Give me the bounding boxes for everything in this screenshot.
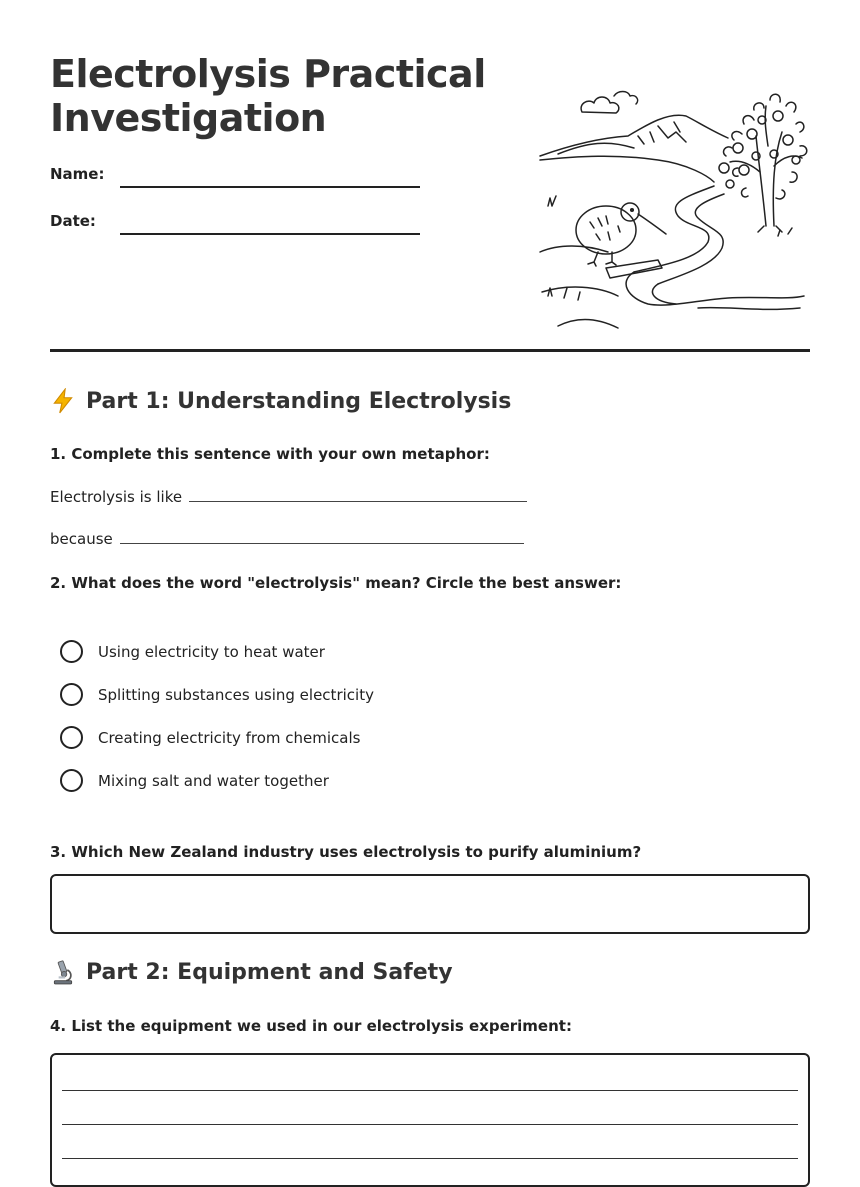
- question-4-answer-box[interactable]: [50, 1053, 810, 1187]
- option-3-label: Creating electricity from chemicals: [98, 728, 361, 747]
- answer-line[interactable]: [62, 1124, 798, 1125]
- option-circle-icon[interactable]: [60, 640, 83, 663]
- option-1[interactable]: [60, 640, 325, 663]
- question-3-answer-box[interactable]: [50, 874, 810, 934]
- metaphor-blank-1[interactable]: [189, 487, 527, 502]
- question-1: 1. Complete this sentence with your own metaphor:: [50, 445, 490, 463]
- kiwi-landscape-illustration-icon: [538, 76, 808, 332]
- metaphor-line-1: [50, 487, 527, 506]
- option-2[interactable]: [60, 683, 374, 706]
- metaphor-line-1-prefix: Electrolysis is like: [50, 488, 183, 506]
- question-4: 4. List the equipment we used in our electrolysis experiment:: [50, 1017, 572, 1035]
- part2-heading-text: Part 2: Equipment and Safety: [86, 959, 453, 985]
- date-field[interactable]: [120, 233, 420, 235]
- worksheet-page: [50, 0, 810, 1161]
- question-2: 2. What does the word "electrolysis" mean? Circle the best answer:: [50, 574, 622, 592]
- option-circle-icon[interactable]: [60, 683, 83, 706]
- answer-line[interactable]: [62, 1090, 798, 1091]
- option-4[interactable]: [60, 769, 329, 792]
- date-label: Date:: [50, 212, 96, 230]
- option-3[interactable]: [60, 726, 360, 749]
- metaphor-line-2: [50, 529, 524, 548]
- part2-heading: [50, 959, 453, 985]
- option-circle-icon[interactable]: [60, 769, 83, 792]
- metaphor-line-2-prefix: because: [50, 530, 113, 548]
- worksheet-title: [50, 52, 520, 140]
- title-line-2: Investigation: [50, 96, 327, 140]
- option-1-label: Using electricity to heat water: [98, 642, 325, 661]
- answer-line[interactable]: [62, 1158, 798, 1159]
- name-field[interactable]: [120, 186, 420, 188]
- title-line-1: Electrolysis Practical: [50, 52, 486, 96]
- part1-heading-text: Part 1: Understanding Electrolysis: [86, 388, 512, 414]
- option-2-label: Splitting substances using electricity: [98, 685, 374, 704]
- part1-heading: [50, 388, 511, 414]
- option-circle-icon[interactable]: [60, 726, 83, 749]
- question-3: 3. Which New Zealand industry uses electrolysis to purify aluminium?: [50, 843, 642, 861]
- lightning-icon: [50, 388, 76, 414]
- metaphor-blank-2[interactable]: [120, 529, 524, 544]
- microscope-icon: [50, 959, 76, 985]
- name-label: Name:: [50, 165, 105, 183]
- header-divider: [50, 349, 810, 352]
- option-4-label: Mixing salt and water together: [98, 771, 329, 790]
